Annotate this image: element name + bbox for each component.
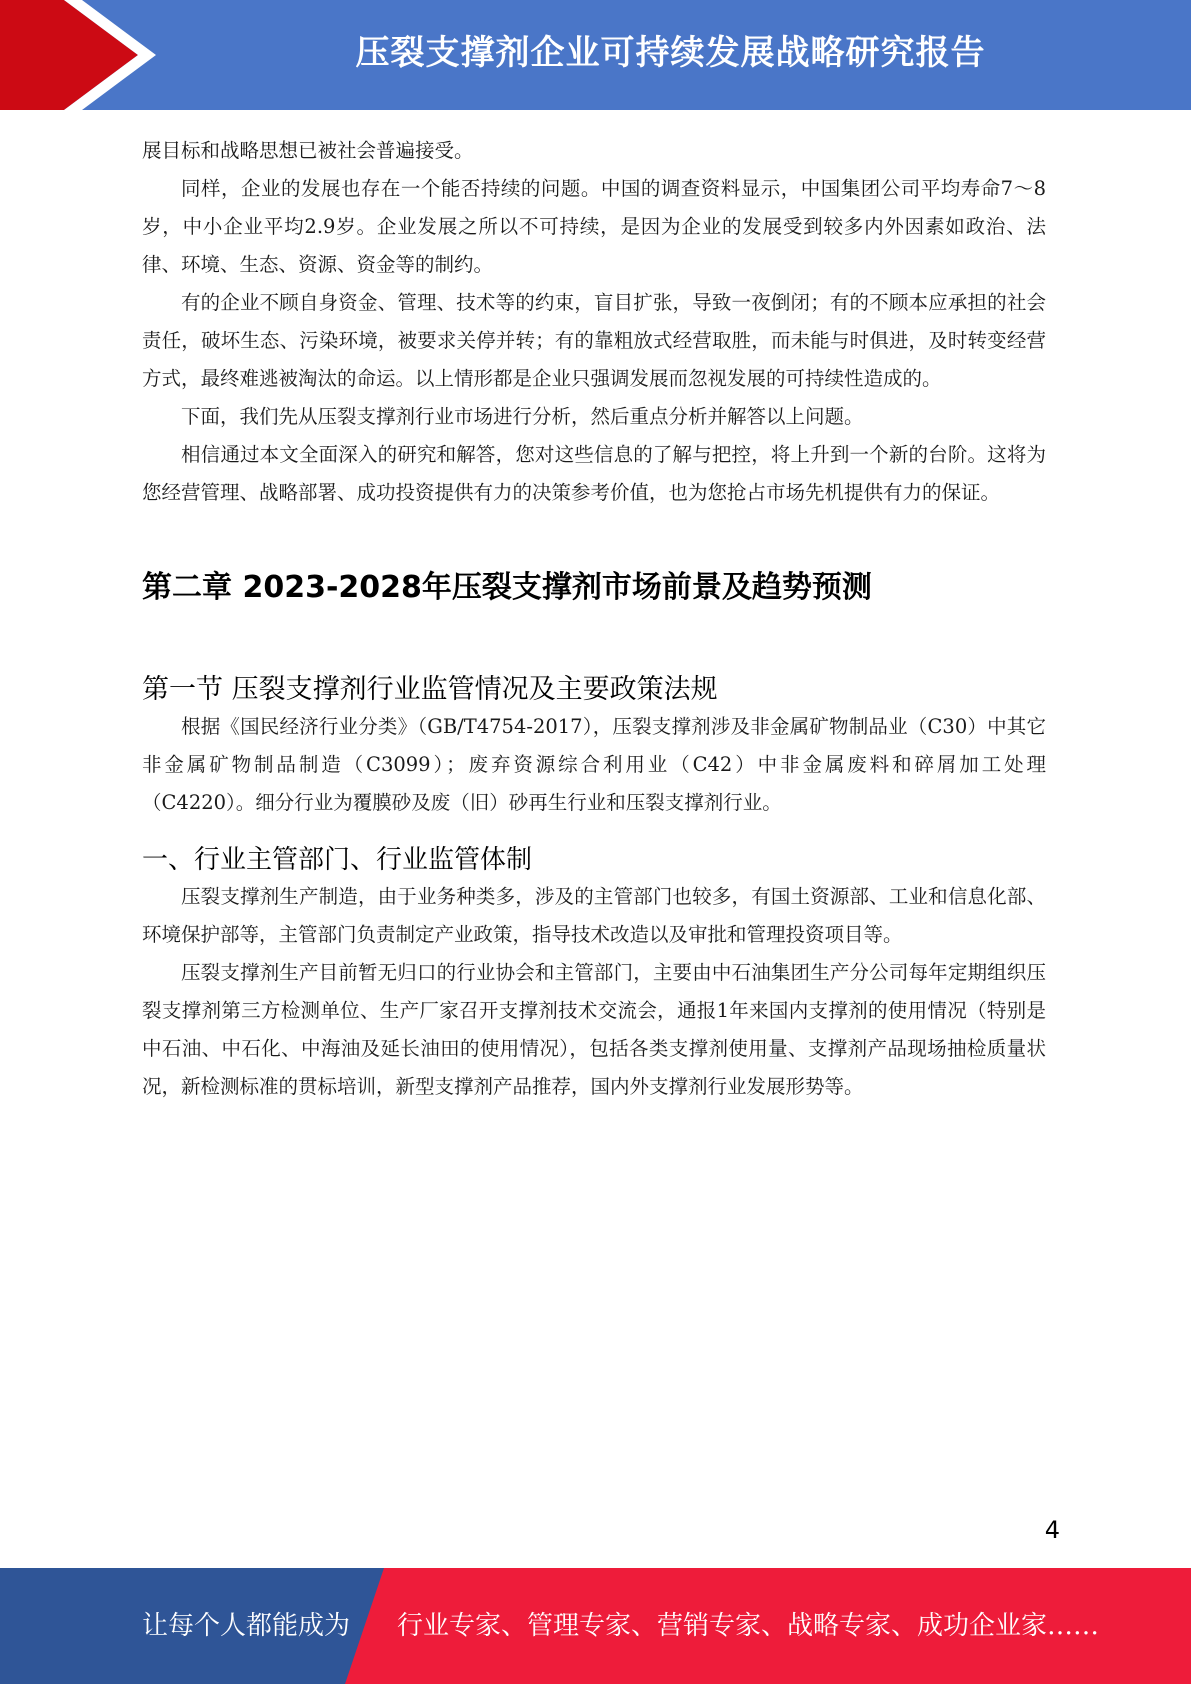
page-content — [142, 132, 1046, 1106]
page-footer — [0, 1568, 1191, 1684]
footer-slogan-left: 让每个人都能成为 — [142, 1611, 351, 1641]
subsection-heading: 一、行业主管部门、行业监管体制 — [142, 845, 533, 875]
header-arrow-graphic — [0, 0, 160, 110]
paragraph-authorities: 压裂支撑剂生产制造，由于业务种类多，涉及的主管部门也较多，有国土资源部、工业和信息化部、环境保护部等，主管部门负责制定产业政策，指导技术改造以及审批和管理投资项目等。 — [142, 885, 1046, 946]
chapter-heading: 第二章 2023-2028年压裂支撑剂市场前景及趋势预测 — [142, 570, 872, 605]
page-header — [0, 0, 1191, 110]
page-number: 4 — [1044, 1516, 1060, 1544]
paragraph-value-statement: 相信通过本文全面深入的研究和解答，您对这些信息的了解与把控，将上升到一个新的台阶。这将为您经营管理、战略部署、成功投资提供有力的决策参考价值，也为您抢占市场先机提供有力的保证。 — [142, 443, 1046, 504]
paragraph-continuation: 展目标和战略思想已被社会普遍接受。 — [142, 139, 474, 162]
report-title: 压裂支撑剂企业可持续发展战略研究报告 — [355, 33, 986, 73]
paragraph-analysis-intro: 下面，我们先从压裂支撑剂行业市场进行分析，然后重点分析并解答以上问题。 — [181, 405, 864, 428]
paragraph-industry-classification: 根据《国民经济行业分类》（GB/T4754-2017），压裂支撑剂涉及非金属矿物制品业（C30）中其它非金属矿物制品制造（C3099）；废弃资源综合利用业（C42）中非金属废料和碎屑加工处理（C4220）。细分行业为覆膜砂及废（旧）砂再生行业和压裂支撑剂行业。 — [142, 715, 1046, 814]
paragraph-enterprise-lifespan: 同样，企业的发展也存在一个能否持续的问题。中国的调查资料显示，中国集团公司平均寿命7～8岁，中小企业平均2.9岁。企业发展之所以不可持续，是因为企业的发展受到较多内外因素如政治、法律、环境、生态、资源、资金等的制约。 — [142, 177, 1046, 276]
paragraph-enterprise-failures: 有的企业不顾自身资金、管理、技术等的约束，盲目扩张，导致一夜倒闭；有的不顾本应承担的社会责任，破坏生态、污染环境，被要求关停并转；有的靠粗放式经营取胜，而未能与时俱进，及时转变经营方式，最终难逃被淘汰的命运。以上情形都是企业只强调发展而忽视发展的可持续性造成的。 — [142, 291, 1046, 390]
footer-slogan-right: 行业专家、管理专家、营销专家、战略专家、成功企业家…… — [397, 1611, 1100, 1641]
section-heading: 第一节 压裂支撑剂行业监管情况及主要政策法规 — [142, 674, 718, 705]
paragraph-regulation: 压裂支撑剂生产目前暂无归口的行业协会和主管部门，主要由中石油集团生产分公司每年定期组织压裂支撑剂第三方检测单位、生产厂家召开支撑剂技术交流会，通报1年来国内支撑剂的使用情况（特别是中石油、中石化、中海油及延长油田的使用情况），包括各类支撑剂使用量、支撑剂产品现场抽检质量状况，新检测标准的贯标培训，新型支撑剂产品推荐，国内外支撑剂行业发展形势等。 — [142, 961, 1046, 1098]
